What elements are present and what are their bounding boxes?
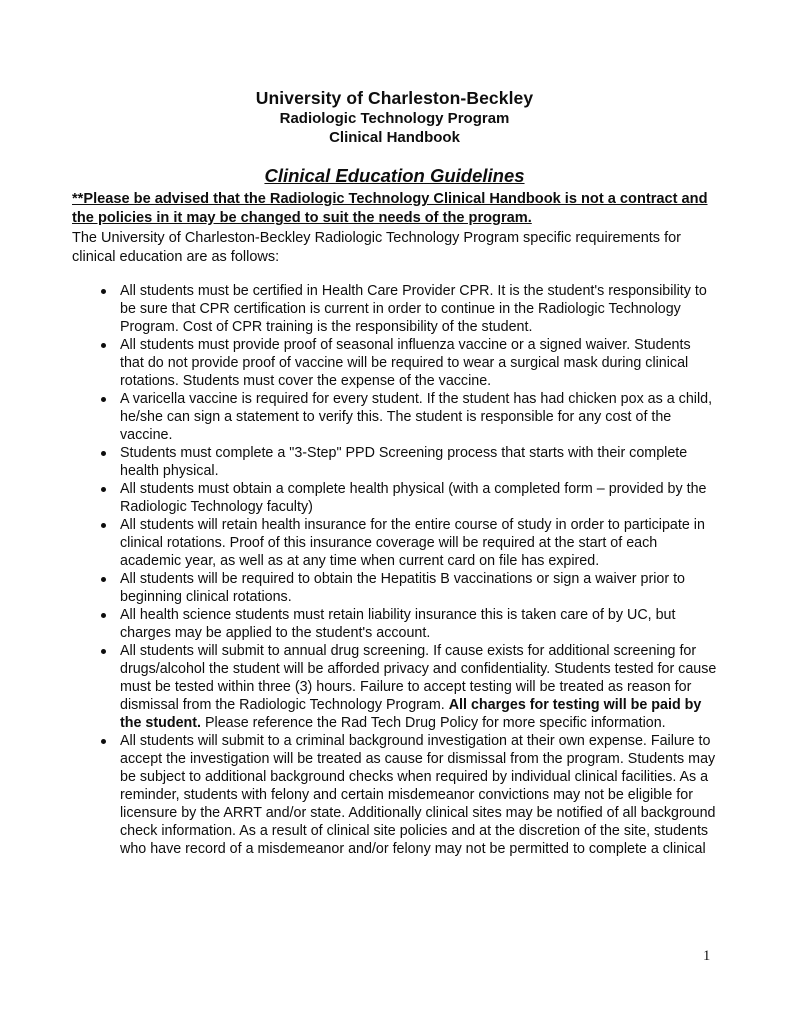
list-item-cpr [100, 282, 717, 336]
bullet-icon [101, 451, 106, 456]
list-item-background-check [100, 732, 717, 858]
bullet-text-post: Please reference the Rad Tech Drug Policy for more specific information. [201, 715, 666, 731]
bullet-text: All students must be certified in Health Care Provider CPR. It is the student's responsibility to be sure that CPR certification is current in order to continue in the Radiologic Technology Program. Cost of CPR training is the responsibility of the student. [120, 283, 707, 335]
bullet-text: Students must complete a "3-Step" PPD Screening process that starts with their complete health physical. [120, 445, 688, 479]
requirements-list [100, 282, 717, 858]
bullet-text: All students must provide proof of seasonal influenza vaccine or a signed waiver. Students that do not provide proof of vaccine will be required to wear a surgical mask during clinical rotations. Students must cover the expense of the vaccine. [120, 337, 691, 389]
section-heading: Clinical Education Guidelines [264, 165, 525, 186]
list-item-drug-screening [100, 642, 717, 732]
bullet-icon [101, 343, 106, 348]
bullet-text: All students will submit to annual drug screening. If cause exists for additional screening for drugs/alcohol the student will be afforded privacy and confidentiality. Students tested for cause must be tested within three (3) hours. Failure to accept testing will be treated as reason for dismissal from the Radiologic Technology Program. [120, 643, 717, 713]
bullet-icon [101, 289, 106, 294]
list-item-influenza [100, 336, 717, 390]
list-item-hepatitis-b [100, 570, 717, 606]
handbook-title: Clinical Handbook [329, 129, 460, 146]
page-number: 1 [703, 948, 711, 964]
bullet-text: A varicella vaccine is required for every student. If the student has had chicken pox as a child, he/she can sign a statement to verify this. The student is responsible for any cost of the vaccine. [120, 391, 713, 443]
list-item-health-physical [100, 480, 717, 516]
list-item-liability-insurance [100, 606, 717, 642]
bullet-text: All students will retain health insurance for the entire course of study in order to participate in clinical rotations. Proof of this insurance coverage will be required at the start of each academic year, as well as at any time when current card on file has expired. [120, 517, 705, 569]
notice-text: **Please be advised that the Radiologic Technology Clinical Handbook is not a contract and the policies in it may be changed to suit the needs of the program. [72, 191, 708, 226]
bullet-icon [101, 649, 106, 654]
list-item-health-insurance [100, 516, 717, 570]
list-item-ppd-screening [100, 444, 717, 480]
bullet-text: All students will be required to obtain the Hepatitis B vaccinations or sign a waiver prior to beginning clinical rotations. [120, 571, 686, 605]
document-header [72, 88, 717, 147]
bullet-icon [101, 487, 106, 492]
list-item-varicella [100, 390, 717, 444]
bullet-icon [101, 397, 106, 402]
program-title: Radiologic Technology Program [279, 110, 510, 127]
bullet-icon [101, 523, 106, 528]
bullet-icon [101, 613, 106, 618]
university-title: University of Charleston-Beckley [255, 88, 534, 108]
bullet-text: All students must obtain a complete health physical (with a completed form – provided by the Radiologic Technology faculty) [120, 481, 707, 515]
bullet-icon [101, 577, 106, 582]
bullet-text: All health science students must retain liability insurance this is taken care of by UC, but charges may be applied to the student's account. [120, 607, 676, 641]
bullet-icon [101, 739, 106, 744]
intro-text: The University of Charleston-Beckley Radiologic Technology Program specific requirements for clinical education are as follows: [72, 230, 681, 265]
bullet-text-bold: All charges for testing will be paid by the student. [120, 697, 702, 731]
bullet-text: All students will submit to a criminal background investigation at their own expense. Failure to accept the investigation will be treated as cause for dismissal from the program. Students may be subject to additional background checks when required by individual clinical facilities. As a reminder, students with felony and certain misdemeanor convictions may not be eligible for licensure by the ARRT and/or state. Additionally clinical sites may be notified of all background check information. As a result of clinical site policies and at the discretion of the site, students who have record of a misdemeanor and/or felony may not be permitted to complete a clinical [120, 733, 716, 857]
